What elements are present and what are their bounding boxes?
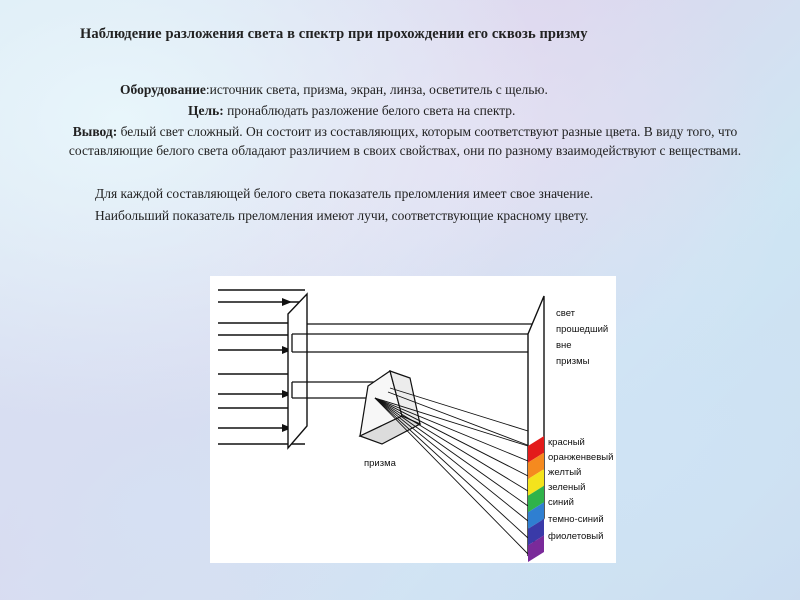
- conclusion-text: белый свет сложный. Он состоит из составляющих, которым соответствуют разные цвета. В виду того, что составляющие белого света обладают различием в своих свойствах, они по разному взаимодействуют с веществами.: [68, 124, 742, 158]
- slit-screen: [288, 294, 307, 448]
- dispersed-ray: [375, 398, 528, 476]
- outside-beam: [292, 324, 544, 352]
- spectrum-label-orange: оранженвевый: [548, 452, 614, 463]
- max-refraction-paragraph: Наибольший показатель преломления имеют лучи, соответствующие красному цвету.: [95, 208, 589, 223]
- refraction-paragraph: Для каждой составляющей белого света показатель преломления имеет свое значение.: [95, 186, 594, 201]
- equipment-label: Оборудование: [120, 82, 206, 97]
- conclusion-label: Вывод:: [72, 124, 118, 139]
- spectrum-label-red: красный: [548, 437, 585, 448]
- outside-label-line: призмы: [556, 356, 590, 367]
- spectrum-label-blue: синий: [548, 497, 574, 508]
- spectrum-label-dark-blue: темно-синий: [548, 514, 604, 525]
- equipment-text: :источник света, призма, экран, линза, осветитель с щелью.: [205, 82, 548, 97]
- outside-label-line: свет: [556, 308, 576, 319]
- spectrum-label-violet: фиолетовый: [548, 531, 604, 542]
- dispersed-rays: [375, 388, 544, 554]
- conclusion-paragraph: [40, 122, 770, 160]
- prism-diagram-svg: [210, 276, 616, 563]
- dispersed-ray: [375, 398, 528, 538]
- slide-title: Наблюдение разложения света в спектр при прохождении его сквозь призму: [80, 26, 588, 42]
- outside-label-line: вне: [556, 340, 572, 351]
- goal-paragraph: [188, 101, 748, 120]
- prism-diagram: [210, 276, 616, 563]
- equipment-paragraph: [120, 80, 720, 99]
- outside-label-line: прошедший: [556, 324, 609, 335]
- spectrum-bands: [528, 436, 544, 562]
- goal-label: Цель:: [188, 103, 224, 118]
- dispersed-ray: [375, 398, 528, 554]
- spectrum-label-green: зеленый: [548, 482, 586, 493]
- dispersed-ray: [375, 398, 528, 491]
- prism-label: призма: [364, 458, 396, 469]
- spectrum-label-yellow: желтый: [548, 467, 582, 478]
- goal-text: пронаблюдать разложение белого света на спектр.: [223, 103, 516, 118]
- arrow-head-icon: [282, 298, 292, 306]
